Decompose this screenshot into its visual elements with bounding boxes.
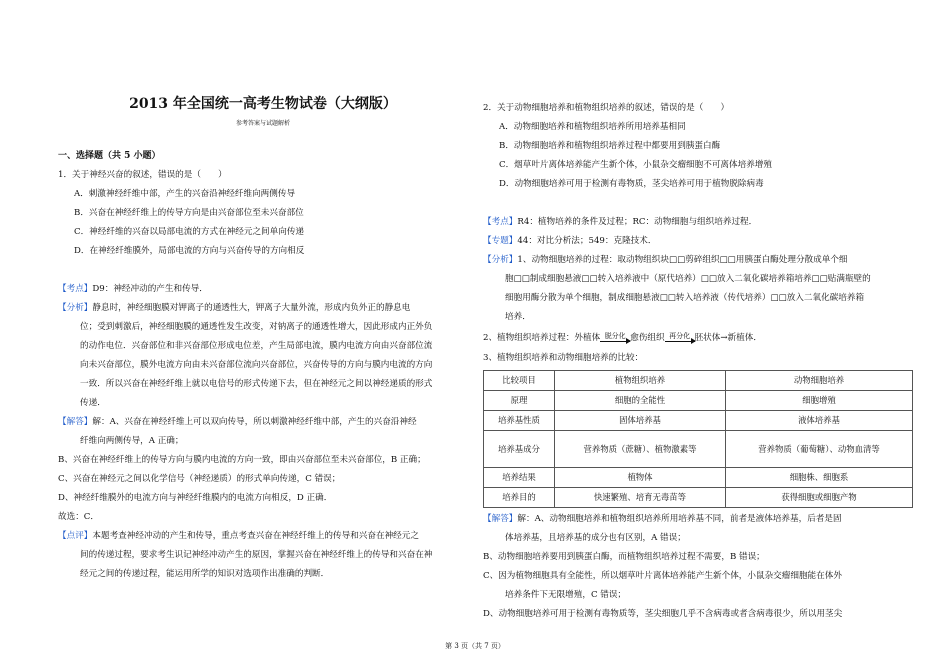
arrow-line (665, 341, 695, 344)
kaodian-text: D9：神经冲动的产生和传导． (92, 284, 208, 294)
q1-jieda-line (58, 413, 468, 432)
q1-option-a: A．刺激神经纤维中部，产生的兴奋沿神经纤维向两侧传导 (74, 189, 296, 199)
q2-option-d: D．动物细胞培养可用于检测有毒物质，茎尖培养可用于植物脱除病毒 (499, 179, 764, 189)
table-row (484, 431, 913, 468)
zhuanti-tag: 【专题】 (483, 236, 518, 246)
jieda-text: 解：A、兴奋在神经纤维上可以双向传导，所以刺激神经纤维中部，产生的兴奋沿神经 (92, 417, 417, 427)
q2-jieda-line: B、动物细胞培养要用到胰蛋白酶，而植物组织培养过程不需要，B 错误； (483, 552, 765, 562)
table-cell: 原理 (484, 391, 555, 411)
table-row (484, 411, 913, 431)
kaodian-text: R4：植物培养的条件及过程；RC：动物细胞与组织培养过程． (517, 217, 758, 227)
table-header-cell: 植物组织培养 (555, 371, 726, 391)
table-cell: 营养物质（蔗糖）、植物激素等 (555, 431, 726, 468)
zhuanti-text: 44：对比分析法；549：克隆技术． (517, 236, 657, 246)
table-cell: 培养基成分 (484, 431, 555, 468)
q1-fenxi-line: 的动作电位．兴奋部位和非兴奋部位形成电位差，产生局部电流，膜内电流方向由兴奋部位流 (80, 341, 433, 351)
plant-culture-process (483, 327, 913, 349)
table-cell: 培养基性质 (484, 411, 555, 431)
q1-kaodian (58, 280, 468, 299)
question-1-stem: 1．关于神经兴奋的叙述，错误的是（ ） (58, 170, 227, 180)
section-heading: 一、选择题（共 5 小题） (58, 151, 161, 161)
q1-option-d: D．在神经纤维膜外，局部电流的方向与兴奋传导的方向相反 (74, 246, 305, 256)
table-cell: 快速繁殖、培育无毒苗等 (555, 488, 726, 508)
q2-option-a: A．动物细胞培养和植物组织培养所用培养基相同 (499, 122, 686, 132)
table-cell: 固体培养基 (555, 411, 726, 431)
table-cell: 培养结果 (484, 468, 555, 488)
fenxi-text: 1、动物细胞培养的过程：取动物组织块□□剪碎组织□□用胰蛋白酶处理分散成单个细 (517, 255, 848, 265)
q1-fenxi-line: 向未兴奋部位，膜外电流方向由未兴奋部位流向兴奋部位，兴奋传导的方向与膜内电流的方向 (80, 360, 433, 370)
q2-kaodian (483, 213, 913, 232)
q1-dianping-line (58, 527, 468, 546)
table-cell: 营养物质（葡萄糖）、动物血清等 (726, 431, 913, 468)
table-cell: 液体培养基 (726, 411, 913, 431)
q2-fenxi-line: 胞□□制成细胞悬液□□转入培养液中（原代培养）□□放入二氧化碳培养箱培养□□贴满瓶壁的 (505, 274, 871, 284)
spacer (58, 261, 468, 280)
q2-jieda-line: 体培养基，且培养基的成分也有区别，A 错误； (505, 533, 686, 543)
dianping-tag: 【点评】 (58, 531, 93, 541)
table-cell: 细胞增殖 (726, 391, 913, 411)
q2-jieda-line: D、动物细胞培养可用于检测有毒物质等，茎尖细胞几乎不含病毒或者含病毒很少，所以用茎尖 (483, 609, 843, 619)
q1-dianping-line: 经元之间的传递过程，能运用所学的知识对选项作出准确的判断． (80, 569, 330, 579)
fenxi-text: 静息时，神经细胞膜对钾离子的通透性大，钾离子大量外流，形成内负外正的静息电 (92, 303, 411, 313)
spacer (483, 194, 913, 213)
left-column (58, 95, 468, 584)
right-column (483, 99, 913, 624)
table-intro: 3、植物组织培养和动物细胞培养的比较： (483, 353, 644, 363)
table-cell: 细胞株、细胞系 (726, 468, 913, 488)
dedifferentiation-arrow (600, 332, 630, 344)
q1-jieda-line: C、兴奋在神经元之间以化学信号（神经递质）的形式单向传递，C 错误； (58, 474, 341, 484)
q2-jieda-line: C、因为植物细胞具有全能性，所以烟草叶片离体培养能产生新个体，小鼠杂交瘤细胞能在体外 (483, 571, 842, 581)
page-title: 2013 年全国统一高考生物试卷（大纲版） (129, 96, 397, 112)
fenxi-tag: 【分析】 (58, 303, 93, 313)
q2-fenxi-line: 培养． (505, 312, 531, 322)
q1-jieda-line: 纤维向两侧传导，A 正确； (80, 436, 184, 446)
redifferentiation-arrow (665, 332, 695, 344)
q1-jieda-line: D、神经纤维膜外的电流方向与神经纤维膜内的电流方向相反，D 正确． (58, 493, 333, 503)
q1-option-c: C．神经纤维的兴奋以局部电流的方式在神经元之间单向传递 (74, 227, 305, 237)
jieda-text: 解：A、动物细胞培养和植物组织培养所用培养基不同，前者是液体培养基，后者是固 (517, 514, 842, 524)
table-header-cell: 动物细胞培养 (726, 371, 913, 391)
q1-jieda-line: B、兴奋在神经纤维上的传导方向与膜内电流的方向一致，即由兴奋部位至未兴奋部位，B 正确； (58, 455, 426, 465)
q2-fenxi-line: 细胞用酶分散为单个细胞，制成细胞悬液□□转入培养液（传代培养）□□放入二氧化碳培养箱 (505, 293, 865, 303)
page-footer: 第 3 页（共 7 页） (445, 642, 505, 650)
jieda-tag: 【解答】 (58, 417, 93, 427)
q1-dianping-line: 间的传递过程，要求考生识记神经冲动产生的原因，掌握兴奋在神经纤维上的传导和兴奋在神 (80, 550, 433, 560)
arrow-label: 再分化 (669, 332, 691, 340)
kaodian-tag: 【考点】 (483, 217, 518, 227)
table-row (484, 468, 913, 488)
table-row (484, 391, 913, 411)
table-row (484, 488, 913, 508)
q2-option-c: C．烟草叶片离体培养能产生新个体，小鼠杂交瘤细胞不可离体培养增殖 (499, 160, 772, 170)
fenxi-tag: 【分析】 (483, 255, 518, 265)
table-cell: 培养目的 (484, 488, 555, 508)
arrow-label: 脱分化 (604, 332, 626, 340)
table-row (484, 371, 913, 391)
q1-option-b: B．兴奋在神经纤维上的传导方向是由兴奋部位至未兴奋部位 (74, 208, 304, 218)
process-prefix: 2、植物组织培养过程：外植体 (483, 333, 601, 343)
q2-option-b: B．动物细胞培养和植物组织培养过程中都要用到胰蛋白酶 (499, 141, 721, 151)
page-subtitle: 参考答案与试题解析 (235, 120, 290, 127)
q2-jieda-line: 培养条件下无限增殖，C 错误； (505, 590, 627, 600)
q2-zhuanti (483, 232, 913, 251)
q2-fenxi-line (483, 251, 913, 270)
q2-jieda-line (483, 510, 913, 529)
arrow-line (600, 341, 630, 344)
q1-answer: 故选：C． (58, 512, 99, 522)
question-2-stem: 2．关于动物细胞培养和植物组织培养的叙述，错误的是（ ） (483, 103, 730, 113)
jieda-tag: 【解答】 (483, 514, 518, 524)
process-suffix: 胚状体→新植体． (694, 333, 762, 343)
q1-fenxi-line (58, 299, 468, 318)
table-cell: 植物体 (555, 468, 726, 488)
kaodian-tag: 【考点】 (58, 284, 93, 294)
table-cell: 获得细胞或细胞产物 (726, 488, 913, 508)
process-mid: 愈伤组织 (630, 333, 665, 343)
table-cell: 细胞的全能性 (555, 391, 726, 411)
table-header-cell: 比较项目 (484, 371, 555, 391)
q1-fenxi-line: 传递． (80, 398, 106, 408)
comparison-table (483, 370, 913, 508)
dianping-text: 本题考查神经冲动的产生和传导，重点考查兴奋在神经纤维上的传导和兴奋在神经元之 (92, 531, 419, 541)
q1-fenxi-line: 一致．所以兴奋在神经纤维上就以电信号的形式传递下去，但在神经元之间以神经递质的形式 (80, 379, 433, 389)
q1-fenxi-line: 位；受到刺激后，神经细胞膜的通透性发生改变，对钠离子的通透性增大，因此形成内正外负 (80, 322, 433, 332)
